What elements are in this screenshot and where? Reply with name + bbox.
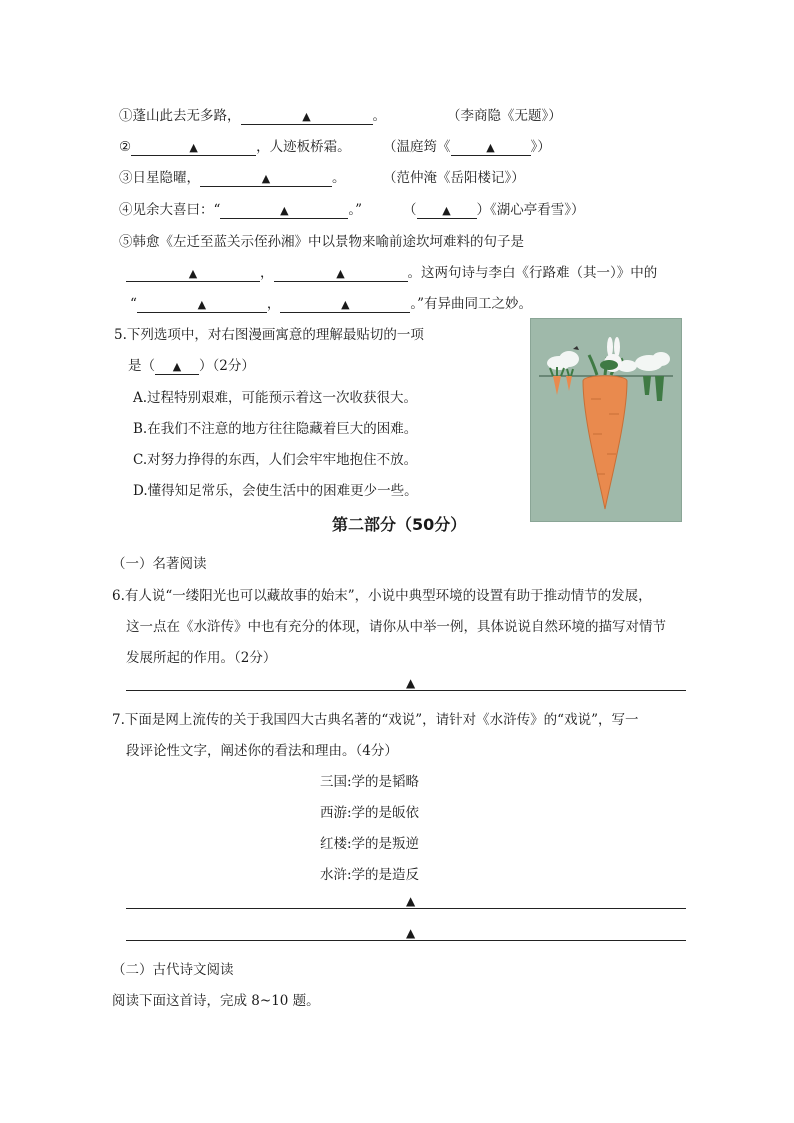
q5-stem-2: 是（ ▲ ）（2分） — [128, 358, 255, 374]
q4-line-2: ② ▲ ，人迹板桥霜。 — [119, 139, 351, 155]
q4-source-1: （李商隐《无题》） — [447, 108, 562, 124]
answer-marker: ▲ — [406, 894, 416, 908]
q7-item: 三国:学的是韬略 — [320, 774, 420, 790]
answer-blank[interactable]: ▲ — [220, 203, 348, 219]
q4-line-3: ③日星隐曜， ▲ 。 — [119, 170, 346, 186]
q5-stem-1: 5.下列选项中，对右图漫画寓意的理解最贴切的一项 — [114, 327, 424, 343]
answer-blank[interactable]: ▲ — [274, 266, 408, 282]
q7-item: 红楼:学的是叛逆 — [320, 836, 420, 852]
q5-option-b[interactable]: B.在我们不注意的地方往往隐藏着巨大的困难。 — [133, 421, 418, 437]
q4-source-3: （范仲淹《岳阳楼记》） — [383, 170, 525, 186]
reading-intro: 阅读下面这首诗，完成 8~10 题。 — [112, 993, 320, 1009]
answer-blank[interactable]: ▲ — [200, 171, 332, 187]
answer-blank[interactable]: ▲ — [131, 140, 256, 156]
q4-line-5: ⑤韩愈《左迁至蓝关示侄孙湘》中以景物来喻前途坎坷难料的句子是 — [119, 234, 524, 250]
answer-marker: ▲ — [406, 676, 416, 690]
section-famous-works: （一）名著阅读 — [112, 556, 207, 572]
q4-line-1: ①蓬山此去无多路， ▲ 。 — [119, 108, 386, 124]
q4-line-6: ▲ ， ▲ 。这两句诗与李白《行路难（其一）》中的 — [126, 261, 657, 282]
q5-option-a[interactable]: A.过程特别艰难，可能预示着这一次收获很大。 — [133, 390, 418, 406]
answer-blank[interactable]: ▲ — [417, 203, 477, 219]
answer-line[interactable] — [126, 690, 686, 691]
answer-blank[interactable]: ▲ — [280, 297, 410, 313]
q5-option-d[interactable]: D.懂得知足常乐，会使生活中的困难更少一些。 — [133, 483, 418, 499]
q5-option-c[interactable]: C.对努力挣得的东西，人们会牢牢地抱住不放。 — [133, 452, 418, 468]
section-ancient-poetry: （二）古代诗文阅读 — [112, 962, 234, 978]
answer-blank[interactable]: ▲ — [155, 359, 199, 375]
answer-line[interactable] — [126, 940, 686, 941]
answer-marker: ▲ — [406, 926, 416, 940]
q7-line-2: 段评论性文字，阐述你的看法和理由。（4分） — [126, 743, 398, 759]
q6-line-3: 发展所起的作用。（2分） — [126, 650, 277, 666]
answer-blank[interactable]: ▲ — [126, 266, 260, 282]
answer-blank[interactable]: ▲ — [451, 140, 531, 156]
answer-blank[interactable]: ▲ — [137, 297, 267, 313]
carrot-rabbit-illustration — [531, 319, 681, 521]
q4-source-2: （温庭筠《 ▲ 》） — [383, 139, 551, 155]
q7-item: 水浒:学的是造反 — [320, 867, 420, 883]
q6-line-2: 这一点在《水浒传》中也有充分的体现，请你从中举一例，具体说说自然环境的描写对情节 — [126, 619, 666, 635]
q7-line-1: 7.下面是网上流传的关于我国四大古典名著的“戏说”，请针对《水浒传》的“戏说”，写一 — [112, 712, 639, 728]
carrot-cartoon-image — [530, 318, 682, 522]
q6-line-1: 6.有人说“一缕阳光也可以藏故事的始末”，小说中典型环境的设置有助于推动情节的发展， — [112, 588, 652, 604]
q4-source-4: （ ▲ ）《湖心亭看雪》） — [403, 202, 585, 218]
q4-line-4: ④见余大喜曰：“ ▲ 。” — [119, 202, 363, 218]
answer-blank[interactable]: ▲ — [241, 109, 373, 125]
q4-line-7: “ ▲ ， ▲ 。”有异曲同工之妙。 — [130, 296, 533, 312]
part-two-heading: 第二部分（50分） — [332, 515, 467, 534]
answer-line[interactable] — [126, 908, 686, 909]
q7-item: 西游:学的是皈依 — [320, 805, 420, 821]
